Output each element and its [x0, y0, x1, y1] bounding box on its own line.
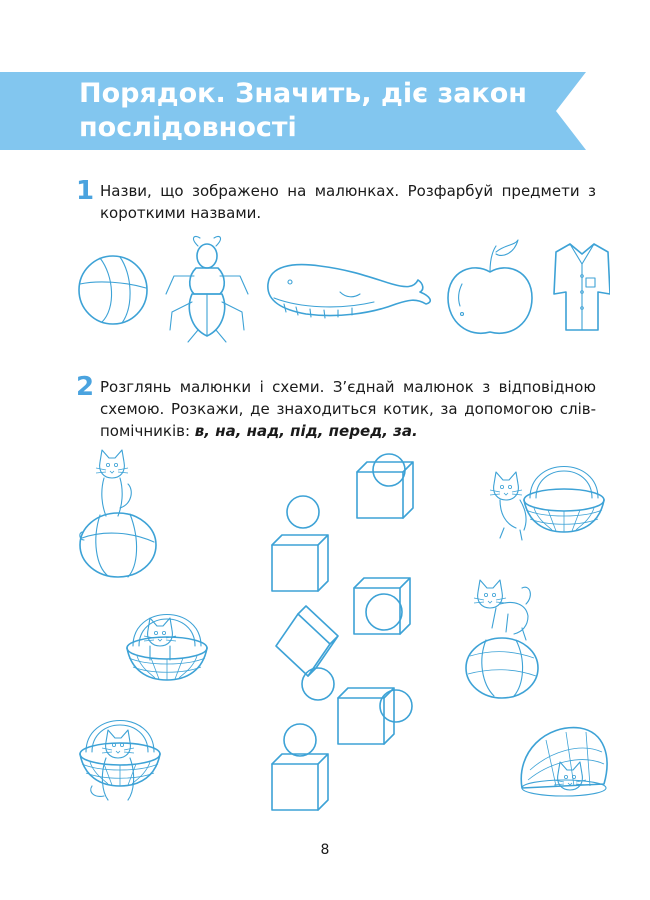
apple-icon [448, 240, 532, 333]
scheme-ball-beside-cube [338, 688, 412, 744]
ball-icon [79, 256, 147, 324]
shirt-icon [554, 244, 610, 330]
scheme-ball-over-cube [272, 496, 328, 591]
picture-cat-in-front-of-basket [80, 721, 160, 801]
page-number: 8 [320, 842, 330, 858]
helper-words: в, на, над, під, перед, за. [194, 422, 418, 440]
whale-icon [268, 265, 430, 318]
task-1 [76, 176, 596, 224]
picture-cat-beside-basket [490, 467, 604, 541]
picture-cat-in-basket-1 [127, 615, 207, 681]
scheme-ball-under-cube [276, 606, 338, 700]
picture-cat-under-basket [521, 728, 607, 796]
task-2-pictures [0, 440, 650, 820]
title-banner [0, 72, 586, 150]
picture-cat-on-ball [80, 450, 156, 577]
task-2 [76, 372, 596, 442]
scheme-ball-behind-cube [354, 578, 410, 634]
task-number: 2 [76, 372, 95, 402]
scheme-ball-in-cube [357, 454, 413, 518]
task-1-text: Назви, що зображено на малюнках. Розфарбуй предмети з короткими назвами. [100, 182, 596, 222]
task-1-pictures [70, 232, 610, 347]
scheme-ball-on-cube [272, 724, 328, 810]
page-title: Порядок. Значить, діє закон послідовності [79, 78, 527, 143]
picture-cat-on-basket [466, 580, 538, 698]
beetle-icon [166, 236, 248, 342]
task-2-text [100, 376, 596, 442]
task-2-instruction: Розглянь малюнки і схеми. З’єднай малюнок з відповідною схемою. Розкажи, де знаходиться котик, за допомогою слів-помічників: [100, 378, 596, 440]
task-number: 1 [76, 176, 95, 206]
